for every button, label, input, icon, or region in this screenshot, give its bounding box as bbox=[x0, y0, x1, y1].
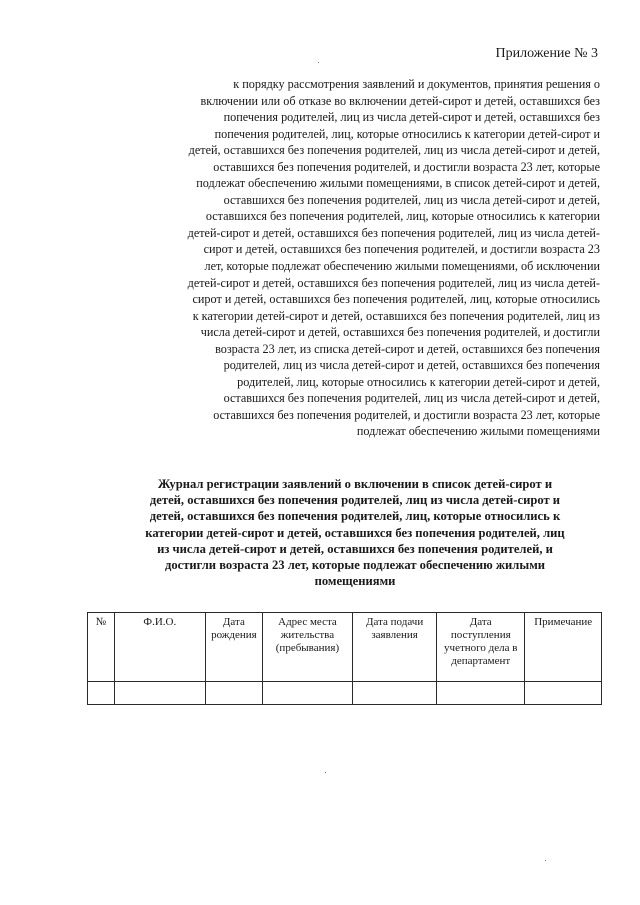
scan-speck bbox=[318, 62, 319, 63]
appendix-reference-line: оставшихся без попечения родителей, лиц из числа детей-сирот и детей, bbox=[223, 391, 600, 406]
appendix-reference bbox=[60, 76, 600, 440]
appendix-reference-line: сирот и детей, оставшихся без попечения родителей, лиц, которые относились bbox=[192, 292, 600, 307]
appendix-reference-line: родителей, лиц, которые относились к категории детей-сирот и детей, bbox=[237, 374, 600, 389]
table-cell bbox=[437, 682, 525, 705]
appendix-reference-line: возраста 23 лет, из списка детей-сирот и детей, оставшихся без попечения bbox=[215, 341, 600, 356]
registration-table bbox=[87, 612, 602, 705]
appendix-reference-line: оставшихся без попечения родителей, и достигли возраста 23 лет, которые bbox=[213, 159, 600, 174]
appendix-reference-line: сирот и детей, оставшихся без попечения родителей, и достигли возраста 23 bbox=[203, 242, 600, 257]
column-header-birth-date: Дата рождения bbox=[206, 613, 263, 682]
journal-title-line: помещениями bbox=[314, 574, 396, 589]
column-header-number: № bbox=[88, 613, 115, 682]
table-cell bbox=[114, 682, 205, 705]
appendix-reference-line: попечения родителей, лиц, которые относились к категории детей-сирот и bbox=[214, 126, 600, 141]
scan-speck bbox=[545, 860, 546, 861]
appendix-reference-line: родителей, лиц из числа детей-сирот и детей, оставшихся без попечения bbox=[223, 358, 600, 373]
column-header-application-date: Дата подачи заявления bbox=[353, 613, 437, 682]
appendix-reference-line: числа детей-сирот и детей, оставшихся без попечения родителей, и достигли bbox=[200, 325, 600, 340]
journal-title bbox=[95, 476, 615, 589]
column-header-case-receipt-date: Дата поступления учетного дела в департамент bbox=[437, 613, 525, 682]
column-header-note: Примечание bbox=[525, 613, 602, 682]
appendix-reference-line: попечения родителей, лиц из числа детей-сирот и детей, оставшихся без bbox=[223, 110, 600, 125]
journal-title-line: Журнал регистрации заявлений о включении в список детей-сирот и bbox=[157, 477, 553, 491]
appendix-reference-line: к категории детей-сирот и детей, оставшихся без попечения родителей, лиц из bbox=[192, 308, 600, 323]
column-header-full-name: Ф.И.О. bbox=[114, 613, 205, 682]
appendix-reference-line: детей-сирот и детей, оставшихся без попечения родителей, лиц из числа детей- bbox=[187, 275, 600, 290]
appendix-reference-line: детей, оставшихся без попечения родителей, лиц из числа детей-сирот и детей, bbox=[188, 143, 600, 158]
appendix-reference-line: подлежат обеспечению жилыми помещениями bbox=[356, 424, 600, 439]
appendix-reference-line: к порядку рассмотрения заявлений и документов, принятия решения о bbox=[233, 77, 600, 91]
appendix-reference-line: подлежат обеспечению жилыми помещениями, в список детей-сирот и детей, bbox=[196, 176, 600, 191]
journal-title-line: достигли возраста 23 лет, которые подлежат обеспечению жилыми bbox=[164, 558, 546, 573]
journal-title-line: из числа детей-сирот и детей, оставшихся без попечения родителей, и bbox=[157, 541, 553, 556]
appendix-reference-line: включении или об отказе во включении детей-сирот и детей, оставшихся без bbox=[200, 93, 600, 108]
journal-title-line: детей, оставшихся без попечения родителей, лиц из числа детей-сирот и bbox=[149, 493, 561, 508]
appendix-reference-line: детей-сирот и детей, оставшихся без попечения родителей, лиц из числа детей- bbox=[187, 225, 600, 240]
journal-title-line: детей, оставшихся без попечения родителей, лиц, которые относились к bbox=[149, 509, 561, 524]
appendix-reference-line: оставшихся без попечения родителей, лиц из числа детей-сирот и детей, bbox=[223, 192, 600, 207]
table-cell bbox=[525, 682, 602, 705]
column-header-address: Адрес места жительства (пребывания) bbox=[262, 613, 352, 682]
appendix-label: Приложение № 3 bbox=[495, 46, 598, 61]
appendix-reference-line: лет, которые подлежат обеспечению жилыми помещениями, об исключении bbox=[204, 259, 600, 274]
table-cell bbox=[262, 682, 352, 705]
table-row bbox=[88, 682, 602, 705]
appendix-reference-line: оставшихся без попечения родителей, лиц, которые относились к категории bbox=[205, 209, 600, 224]
table-cell bbox=[88, 682, 115, 705]
appendix-reference-line: оставшихся без попечения родителей, и достигли возраста 23 лет, которые bbox=[213, 407, 600, 422]
table-cell bbox=[206, 682, 263, 705]
table-header-row bbox=[88, 613, 602, 682]
table-cell bbox=[353, 682, 437, 705]
scan-speck bbox=[325, 772, 326, 773]
journal-title-line: категории детей-сирот и детей, оставшихся без попечения родителей, лиц bbox=[145, 525, 565, 540]
